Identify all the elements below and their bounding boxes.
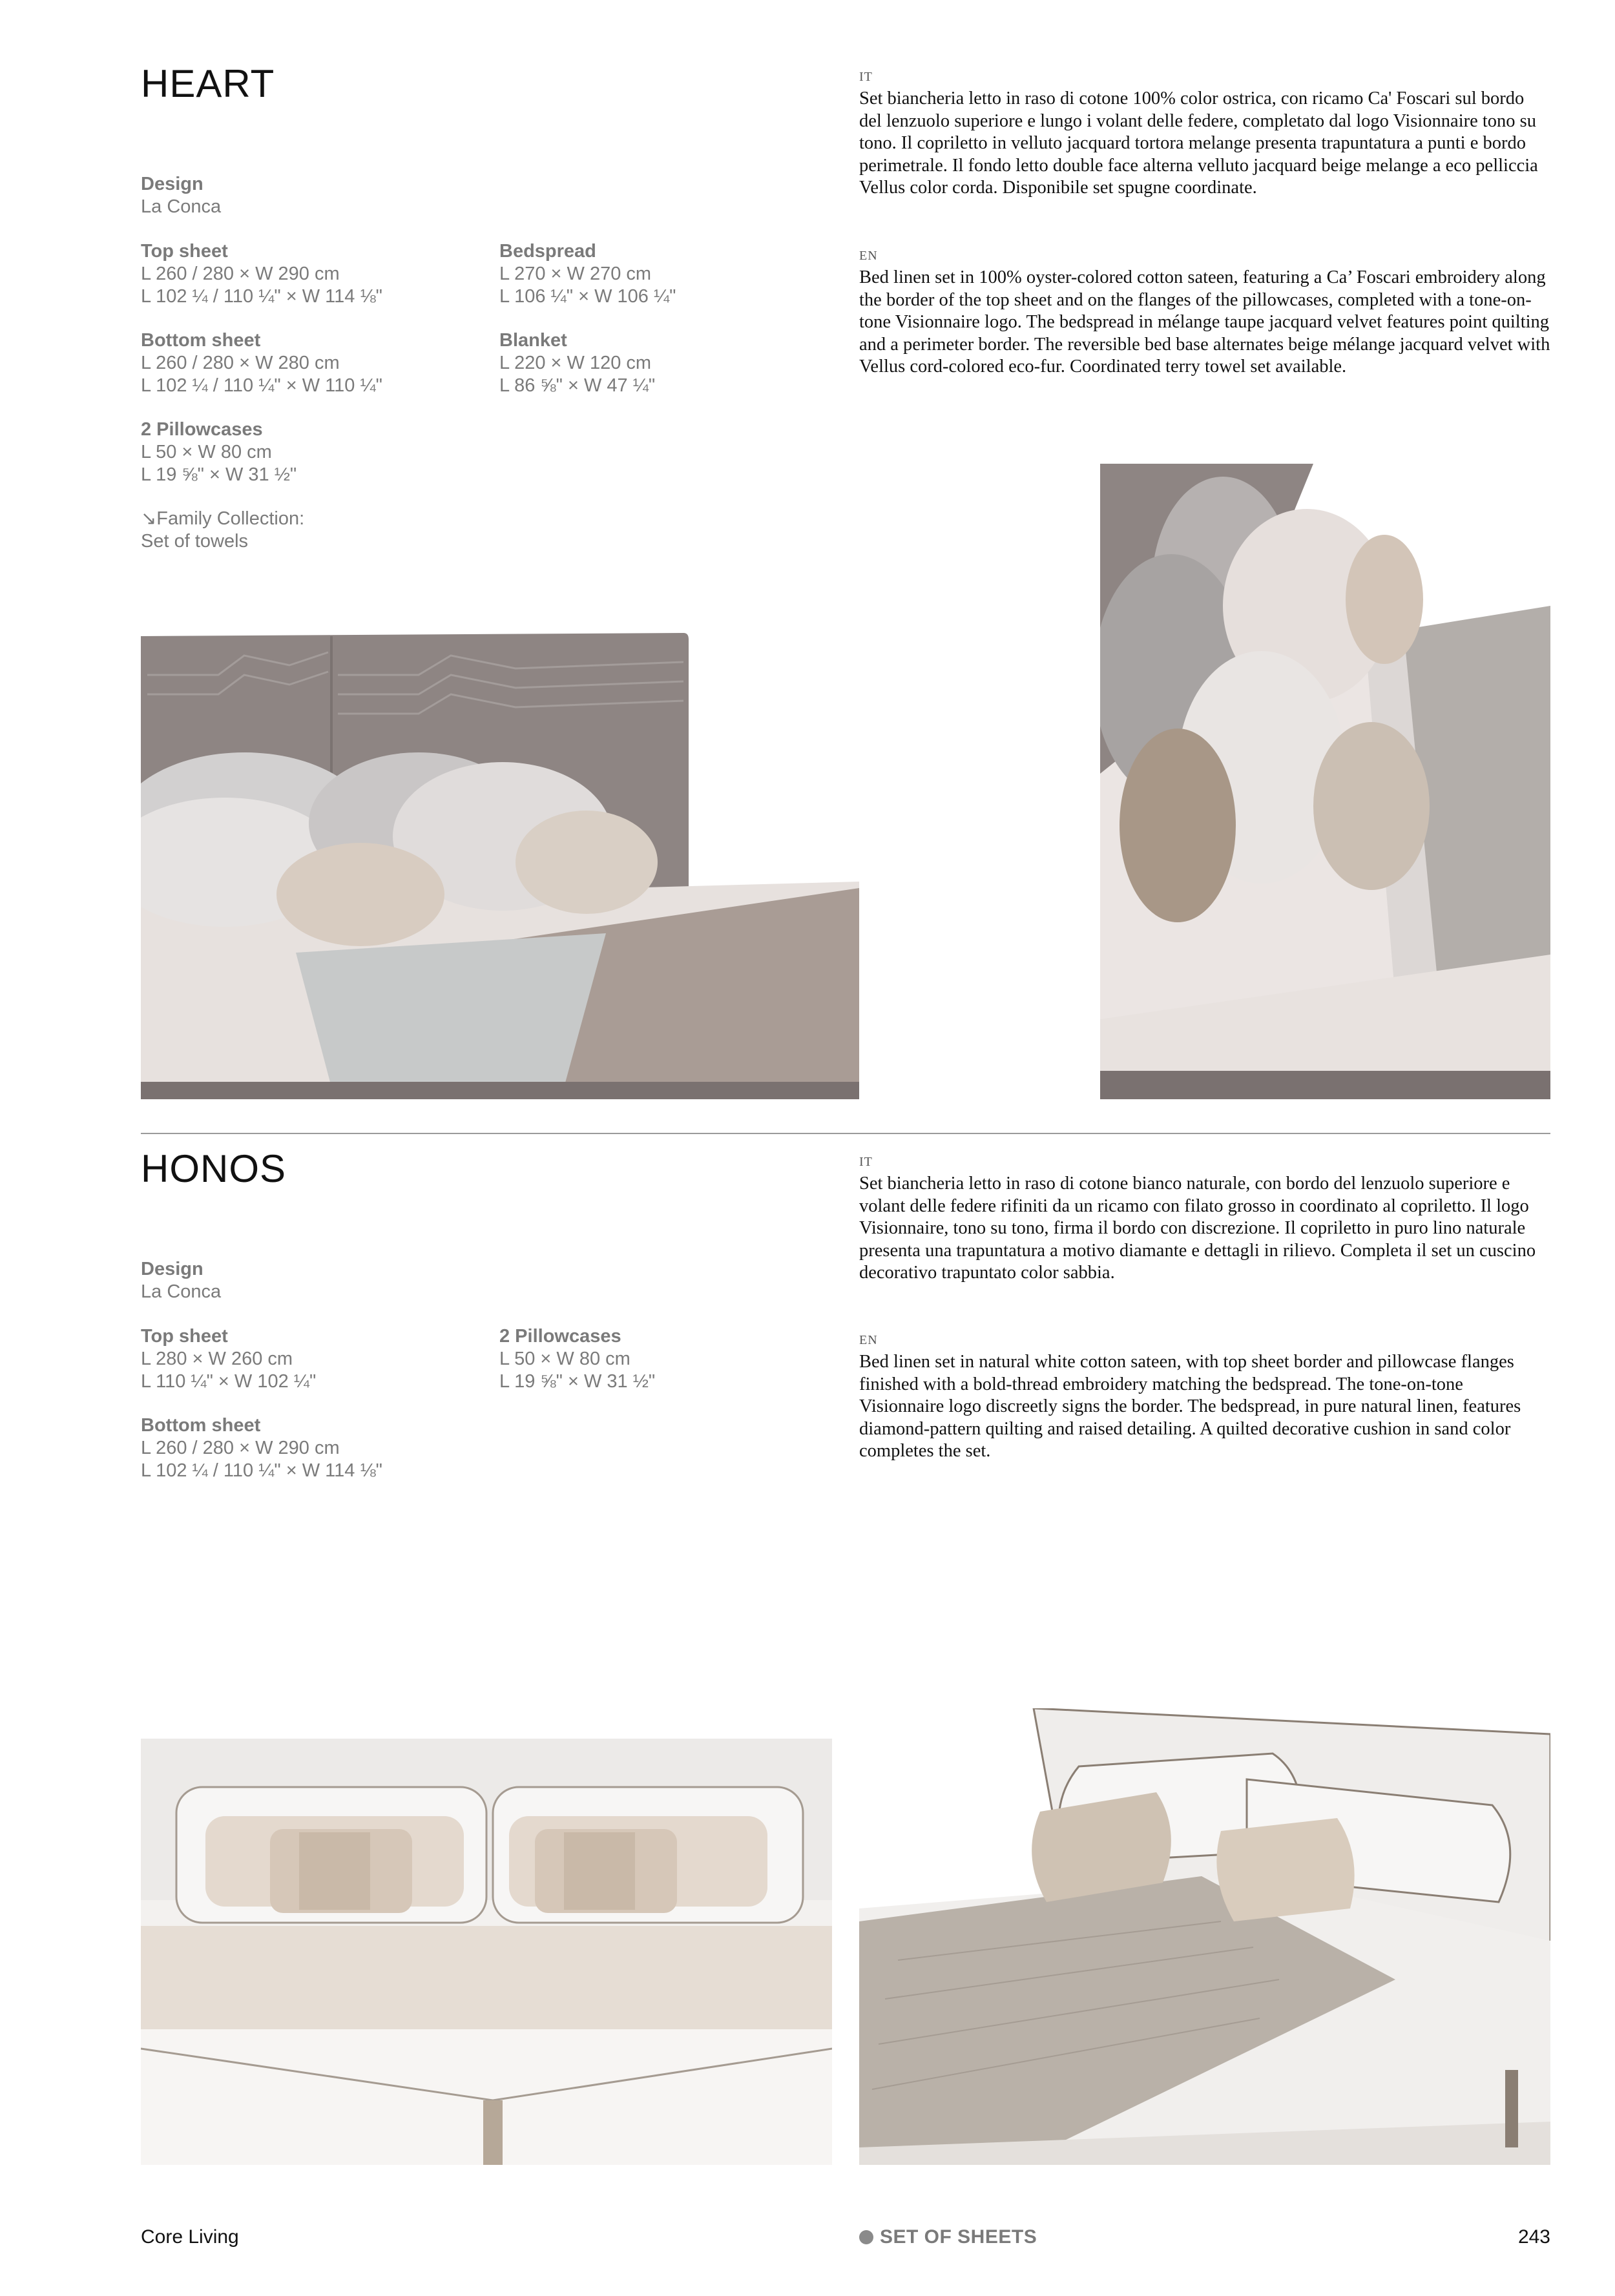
honos-pillowcases-imperial: L 19 ⅝" × W 31 ½" [499, 1371, 656, 1392]
honos-title: HONOS [141, 1147, 287, 1190]
footer-section-text[interactable]: SET OF SHEETS [880, 2226, 1037, 2248]
honos-design-value: La Conca [141, 1281, 222, 1302]
heart-bottom-sheet-metric: L 260 / 280 × W 280 cm [141, 353, 340, 373]
heart-blanket-metric: L 220 × W 120 cm [499, 353, 652, 373]
honos-design-label: Design [141, 1259, 203, 1279]
honos-bottom-sheet [141, 1414, 382, 1482]
heart-bedspread-imperial: L 106 ¼" × W 106 ¼" [499, 286, 676, 307]
honos-pillowcases [499, 1325, 655, 1393]
section-divider [141, 1133, 1550, 1134]
honos-bottom-sheet-imperial: L 102 ¼ / 110 ¼" × W 114 ⅛" [141, 1460, 382, 1481]
heart-top-sheet-label: Top sheet [141, 241, 228, 262]
honos-pillowcases-metric: L 50 × W 80 cm [499, 1349, 630, 1369]
heart-top-sheet-metric: L 260 / 280 × W 290 cm [141, 264, 340, 284]
heart-blanket-imperial: L 86 ⅝" × W 47 ¼" [499, 375, 656, 396]
heart-title: HEART [141, 62, 275, 105]
heart-pillowcases [141, 419, 297, 486]
honos-en-text: Bed linen set in natural white cotton sateen, with top sheet border and pillowcase flanges finished with a bold-thread embroidery matching the bedspread. The tone-on-tone Visionnaire logo discreetly signs the border. The bedspread, in pure natural linen, features diamond-pattern quilting and raised detailing. A quilted decorative cushion in sand color completes the set. [859, 1352, 1521, 1461]
heart-pillowcases-metric: L 50 × W 80 cm [141, 442, 272, 462]
heart-top-sheet [141, 240, 382, 308]
family-collection-value[interactable]: Set of towels [141, 531, 249, 552]
heart-it-label: IT [859, 70, 873, 84]
heart-blanket [499, 329, 655, 397]
heart-it-text: Set biancheria letto in raso di cotone 100% color ostrica, con ricamo Ca' Foscari sul bordo del lenzuolo superiore e lungo i volant delle federe, completato dal logo Visionnaire tono su tono. Il copriletto in velluto jacquard tortora melange presenta trapuntatura a punti e bordo perimetrale. Il fondo letto double face alterna velluto jacquard beige melange a eco pelliccia Vellus color corda. Disponibile set spugne coordinate. [859, 88, 1538, 198]
page-number: 243 [1517, 2226, 1550, 2248]
heart-top-sheet-imperial: L 102 ¼ / 110 ¼" × W 114 ⅛" [141, 286, 382, 307]
heart-en-text: Bed linen set in 100% oyster-colored cotton sateen, featuring a Ca’ Foscari embroidery along the border of the top sheet and on the flanges of the pillowcases, completed with a tone-on-tone Visionnaire logo. The bedspread in mélange taupe jacquard velvet features point quilting and a perimeter border. The reversible bed base alternates beige mélange jacquard velvet with Vellus cord-colored eco-fur. Coordinated terry towel set available. [859, 267, 1550, 377]
footer-section-label[interactable] [859, 2226, 1037, 2248]
honos-pillowcases-label: 2 Pillowcases [499, 1326, 621, 1347]
honos-bed-photo-angle [859, 1708, 1550, 2165]
honos-it-label: IT [859, 1155, 873, 1169]
heart-bedspread-metric: L 270 × W 270 cm [499, 264, 652, 284]
honos-top-sheet [141, 1325, 316, 1393]
honos-en-label: EN [859, 1333, 878, 1347]
honos-top-sheet-metric: L 280 × W 260 cm [141, 1349, 293, 1369]
heart-bed-photo-front [141, 630, 859, 1099]
heart-bottom-sheet-imperial: L 102 ¼ / 110 ¼" × W 110 ¼" [141, 375, 382, 396]
heart-family-collection[interactable] [141, 508, 304, 553]
heart-design-label: Design [141, 174, 203, 194]
heart-bedspread [499, 240, 676, 308]
heart-bottom-sheet-label: Bottom sheet [141, 330, 261, 351]
heart-en-label: EN [859, 249, 878, 263]
heart-pillowcases-label: 2 Pillowcases [141, 419, 263, 440]
heart-pillowcases-imperial: L 19 ⅝" × W 31 ½" [141, 464, 297, 485]
section-dot-icon [859, 2230, 873, 2244]
honos-top-sheet-imperial: L 110 ¼" × W 102 ¼" [141, 1371, 317, 1392]
heart-blanket-label: Blanket [499, 330, 567, 351]
heart-bedspread-label: Bedspread [499, 241, 596, 262]
honos-bottom-sheet-metric: L 260 / 280 × W 290 cm [141, 1438, 340, 1458]
honos-top-sheet-label: Top sheet [141, 1326, 228, 1347]
footer-collection-name: Core Living [141, 2226, 239, 2248]
honos-it-text: Set biancheria letto in raso di cotone bianco naturale, con bordo del lenzuolo superiore e volant delle federe rifiniti da un ricamo con filato grosso in coordinato al copriletto. Il logo Visionnaire, tono su tono, firma il bordo con discrezione. Il copriletto in puro lino naturale presenta una trapuntatura a motivo diamante e dettagli in rilievo. Completa il set un cuscino decorativo trapuntato color sabbia. [859, 1174, 1536, 1283]
heart-design-value: La Conca [141, 196, 222, 217]
heart-bottom-sheet [141, 329, 382, 397]
heart-bed-photo-detail [1100, 464, 1550, 1099]
family-collection-link[interactable]: ↘Family Collection: [141, 508, 305, 529]
honos-bottom-sheet-label: Bottom sheet [141, 1415, 261, 1436]
honos-bed-photo-front [141, 1739, 832, 2165]
